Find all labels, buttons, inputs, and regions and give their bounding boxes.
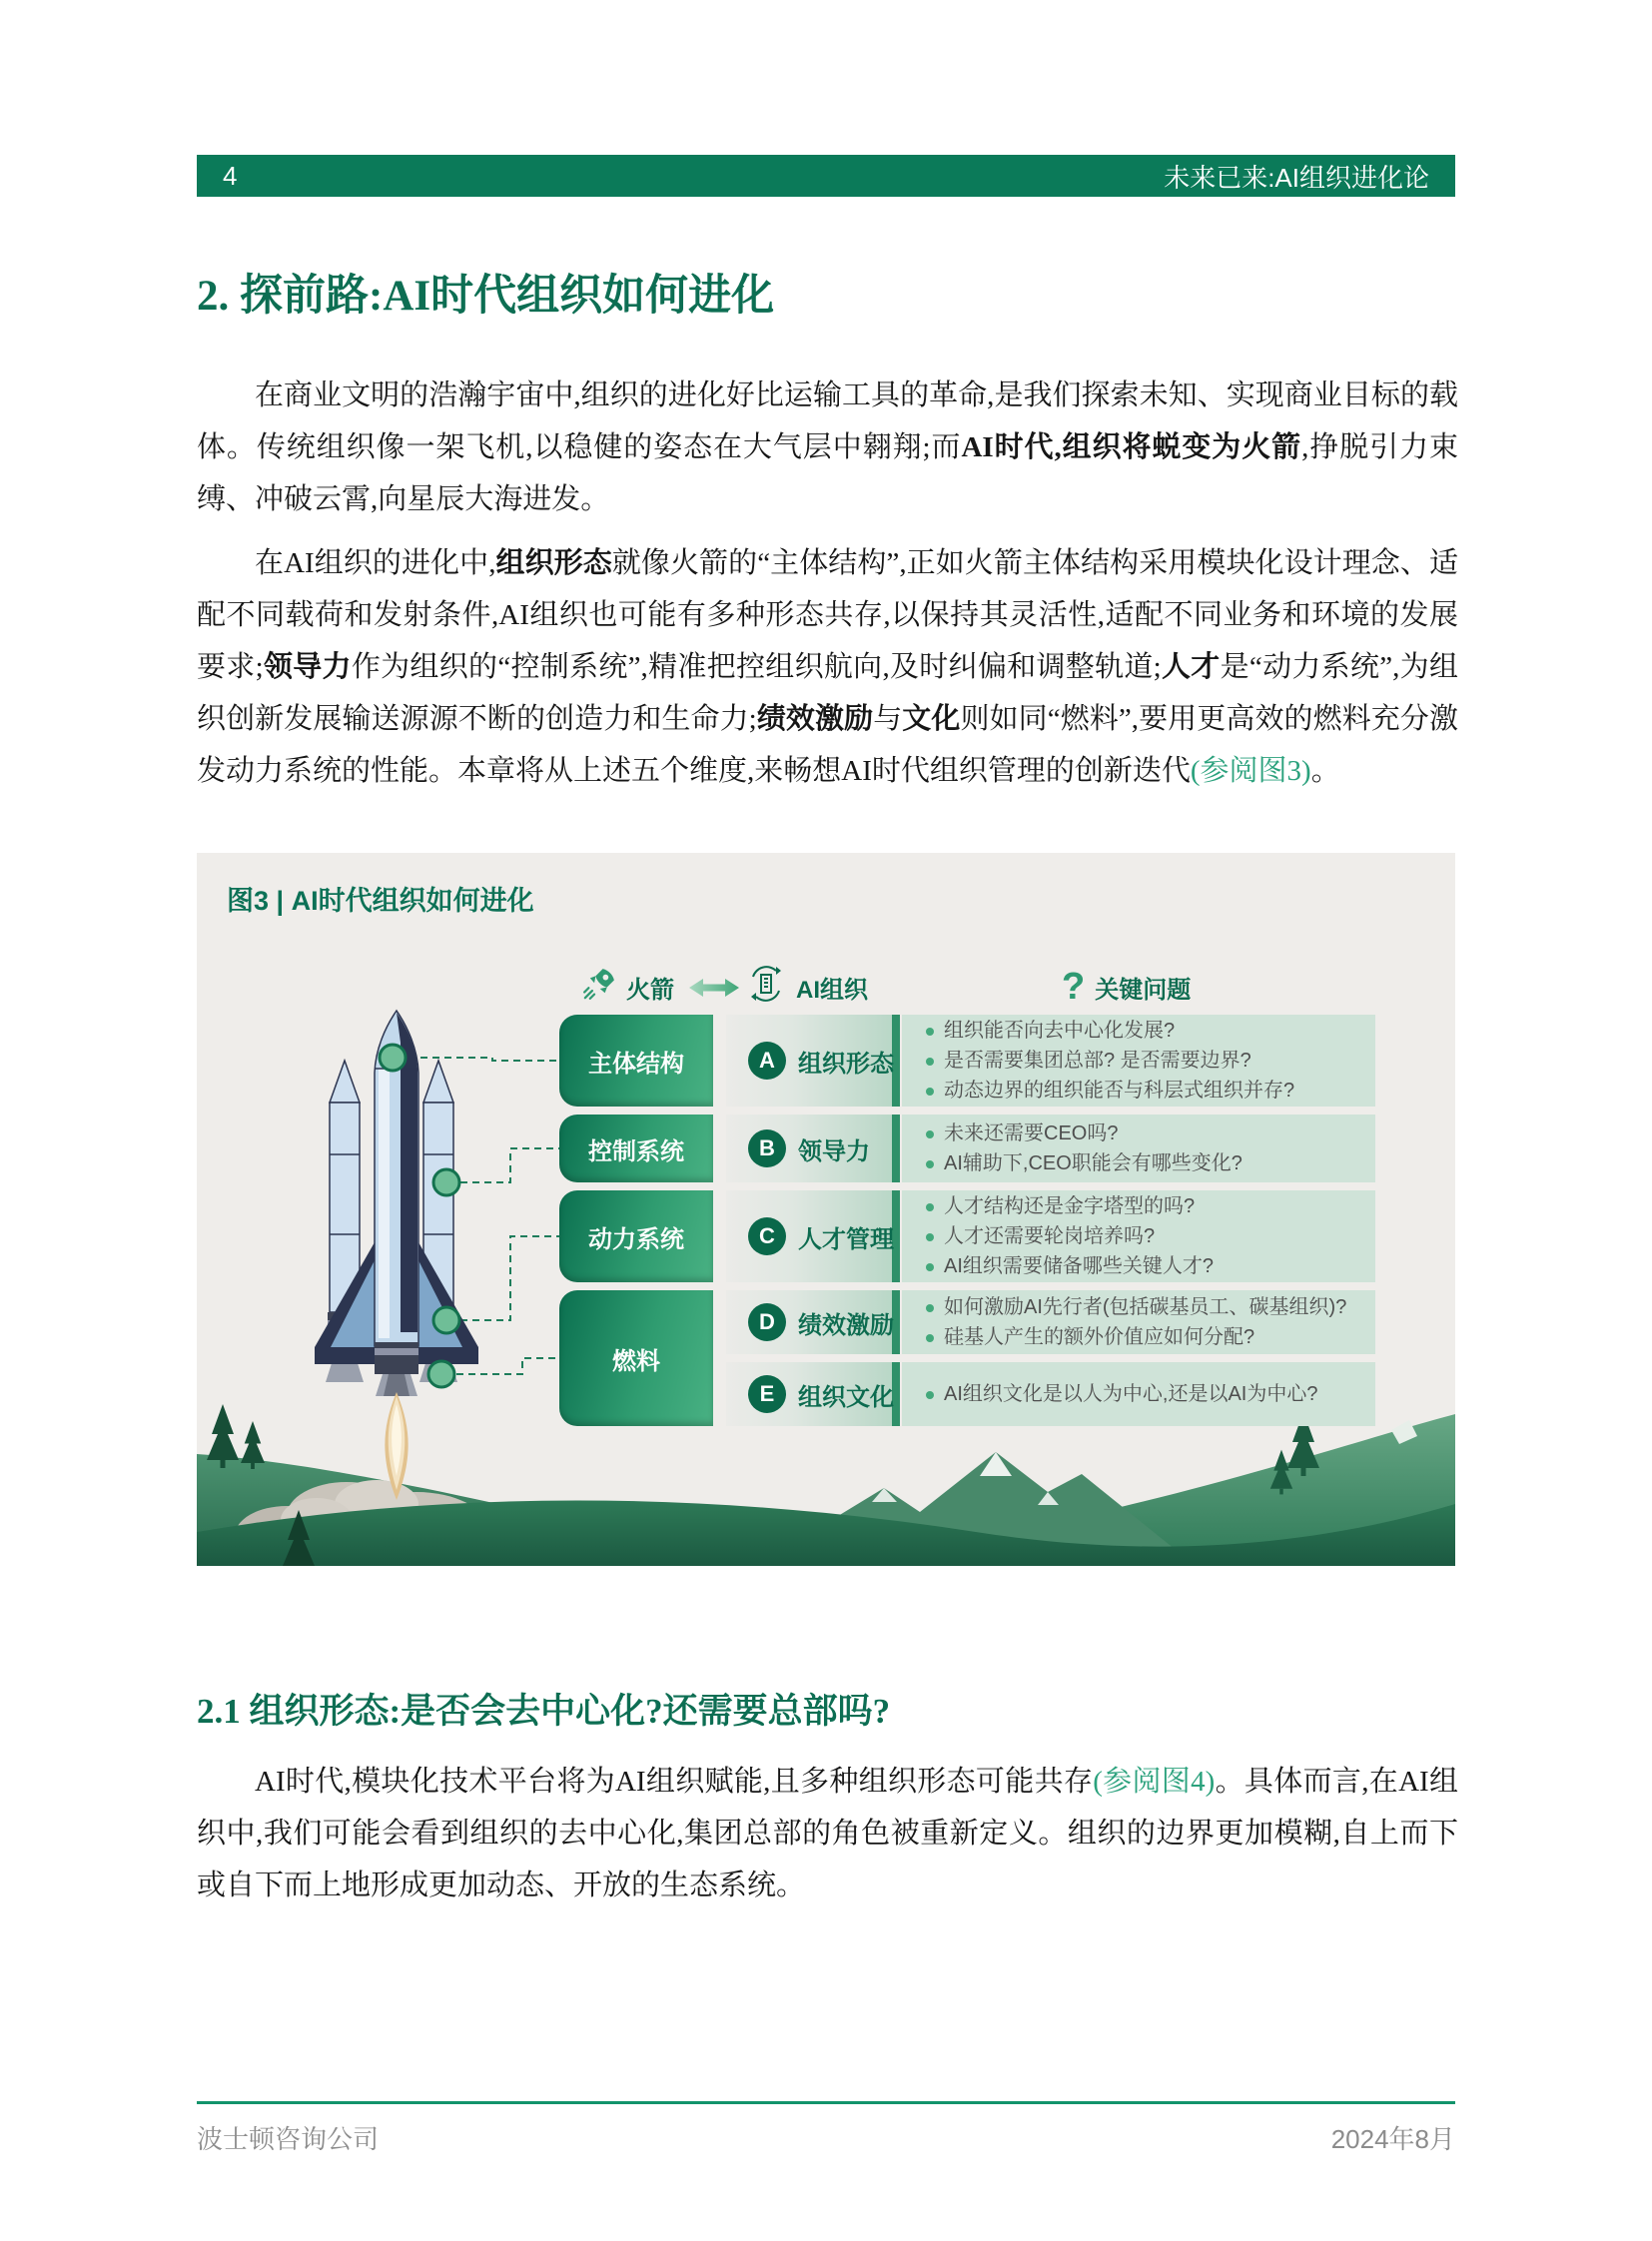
- bullet-dot-icon: [926, 1088, 934, 1096]
- mapping-item-label: 绩效激励: [798, 1311, 894, 1339]
- letter-badge: D: [748, 1303, 786, 1341]
- ai-org-icon: [746, 964, 786, 1011]
- paragraph-text: 在商业文明的浩瀚宇宙中,组织的进化好比运输工具的革命,是我们探索未知、实现商业目标的载体。传统组织像一架飞机,以稳健的姿态在大气层中翱翔;而: [197, 379, 1458, 463]
- mapping-item-b: [726, 1115, 900, 1182]
- question-text: 人才结构还是金字塔型的吗?: [944, 1194, 1196, 1217]
- paragraph-text: 就像火箭的“主体结构”,正如火箭主体结构采用模块化设计理念、适配不同载荷和发射条件,AI组织也可能有多种形态共存,以保持其灵活性,适配不同业务和环境的发展要求;: [197, 547, 1458, 683]
- figure-4-reference-link[interactable]: (参阅图4): [1093, 1766, 1216, 1798]
- bullet-dot-icon: [926, 1160, 934, 1168]
- rocket-part-label-fuel: 燃料: [559, 1290, 713, 1426]
- question-text: AI组织文化是以人为中心,还是以AI为中心?: [944, 1382, 1318, 1405]
- page-number: 4: [223, 160, 238, 191]
- paragraph-bold-text: 组织形态: [495, 547, 612, 579]
- footer-divider: [197, 2101, 1455, 2104]
- letter-badge: C: [748, 1217, 786, 1255]
- question-item: [926, 1223, 1361, 1250]
- question-box-a: [902, 1015, 1375, 1107]
- question-item: [926, 1294, 1361, 1321]
- question-text: 组织能否向去中心化发展?: [944, 1019, 1176, 1042]
- question-item: [926, 1150, 1361, 1177]
- question-text: 硅基人产生的额外价值应如何分配?: [944, 1325, 1255, 1348]
- letter-badge: E: [748, 1375, 786, 1413]
- paragraph-bold-text: 人才: [1161, 651, 1221, 683]
- paragraph-text: AI时代,模块化技术平台将为AI组织赋能,且多种组织形态可能共存: [255, 1766, 1094, 1798]
- figure-3-reference-link[interactable]: (参阅图3): [1190, 755, 1311, 787]
- letter-badge: A: [748, 1042, 786, 1080]
- footer-company: 波士顿咨询公司: [197, 2124, 380, 2154]
- section-heading: 2. 探前路:AI时代组织如何进化: [197, 273, 775, 320]
- question-item: [926, 1018, 1361, 1045]
- mapping-item-a: [726, 1015, 900, 1107]
- paragraph-2: [197, 537, 1458, 797]
- paragraph-text: ,挣脱引力束缚、冲破云霄,向星辰大海进发。: [197, 431, 1458, 515]
- rocket-part-label-power: 动力系统: [559, 1190, 713, 1282]
- bullet-dot-icon: [926, 1334, 934, 1342]
- question-text: 是否需要集团总部? 是否需要边界?: [944, 1049, 1251, 1072]
- mapping-item-label: 组织形态: [798, 1050, 894, 1078]
- bullet-dot-icon: [926, 1130, 934, 1138]
- legend-rocket-label: 火箭: [626, 976, 674, 1004]
- question-box-d: [902, 1290, 1375, 1354]
- question-text: 未来还需要CEO吗?: [944, 1121, 1119, 1144]
- question-item: [926, 1253, 1361, 1280]
- paragraph-3: [197, 1756, 1458, 1911]
- mapping-item-label: 人才管理: [798, 1225, 894, 1253]
- subsection-heading: 2.1 组织形态:是否会去中心化?还需要总部吗?: [197, 1692, 891, 1731]
- legend-key-questions-label: 关键问题: [1095, 976, 1192, 1004]
- bullet-dot-icon: [926, 1263, 934, 1271]
- mapping-item-d: [726, 1290, 900, 1354]
- question-box-e: [902, 1362, 1375, 1426]
- question-item: [926, 1381, 1361, 1408]
- question-mark-icon: ?: [1062, 966, 1086, 1008]
- question-text: AI辅助下,CEO职能会有哪些变化?: [944, 1151, 1242, 1174]
- question-box-b: [902, 1115, 1375, 1182]
- paragraph-text: 是“动力系统”,为组织创新发展输送源源不断的创造力和生命力;: [197, 651, 1458, 735]
- question-item: [926, 1324, 1361, 1351]
- question-item: [926, 1048, 1361, 1075]
- question-item: [926, 1120, 1361, 1147]
- paragraph-1: [197, 370, 1458, 525]
- bullet-dot-icon: [926, 1203, 934, 1211]
- question-text: 如何激励AI先行者(包括碳基员工、碳基组织)?: [944, 1295, 1347, 1318]
- mapping-item-label: 领导力: [798, 1137, 870, 1165]
- letter-badge: B: [748, 1129, 786, 1167]
- figure-3: [197, 853, 1455, 1566]
- header-title: 未来已来:AI组织进化论: [1164, 162, 1429, 193]
- question-text: 动态边界的组织能否与科层式组织并存?: [944, 1079, 1295, 1102]
- paragraph-text: 则如同“燃料”,要用更高效的燃料充分激发动力系统的性能。本章将从上述五个维度,来畅想AI时代组织管理的创新迭代: [197, 703, 1458, 787]
- paragraph-bold-text: AI时代,组织将蜕变为火箭: [961, 431, 1302, 463]
- bullet-dot-icon: [926, 1058, 934, 1066]
- rocket-illustration: [297, 1003, 496, 1502]
- paragraph-text: 。: [1310, 755, 1340, 787]
- legend-ai-org-label: AI组织: [796, 976, 868, 1004]
- question-text: AI组织需要储备哪些关键人才?: [944, 1254, 1215, 1277]
- header-band: [197, 155, 1455, 197]
- rocket-icon: [582, 967, 616, 1008]
- figure-title: 图3 | AI时代组织如何进化: [227, 886, 534, 916]
- question-text: 人才还需要轮岗培养吗?: [944, 1224, 1156, 1247]
- legend-rocket: [582, 965, 674, 1009]
- legend-ai-org: [746, 965, 868, 1009]
- bullet-dot-icon: [926, 1233, 934, 1241]
- paragraph-bold-text: 领导力: [263, 651, 352, 683]
- rocket-part-label-body: 主体结构: [559, 1015, 713, 1107]
- mapping-item-label: 组织文化: [798, 1383, 894, 1411]
- mapping-item-e: [726, 1362, 900, 1426]
- paragraph-bold-text: 绩效激励: [756, 703, 874, 735]
- paragraph-text: 在AI组织的进化中,: [255, 547, 496, 579]
- bullet-dot-icon: [926, 1391, 934, 1399]
- rocket-part-label-control: 控制系统: [559, 1115, 713, 1182]
- mapping-item-c: [726, 1190, 900, 1282]
- bullet-dot-icon: [926, 1028, 934, 1036]
- swap-arrow-icon: [688, 977, 740, 1004]
- paragraph-text: 与: [873, 703, 903, 735]
- bullet-dot-icon: [926, 1304, 934, 1312]
- paragraph-text: 作为组织的“控制系统”,精准把控组织航向,及时纠偏和调整轨道;: [351, 651, 1162, 683]
- question-box-c: [902, 1190, 1375, 1282]
- paragraph-bold-text: 文化: [902, 703, 961, 735]
- question-item: [926, 1193, 1361, 1220]
- footer-date: 2024年8月: [1330, 2124, 1455, 2154]
- paragraph-text: 。具体而言,在AI组织中,我们可能会看到组织的去中心化,集团总部的角色被重新定义。组织的边界更加模糊,自上而下或自下而上地形成更加动态、开放的生态系统。: [197, 1766, 1458, 1901]
- question-item: [926, 1078, 1361, 1105]
- legend-key-questions: [1062, 965, 1191, 1009]
